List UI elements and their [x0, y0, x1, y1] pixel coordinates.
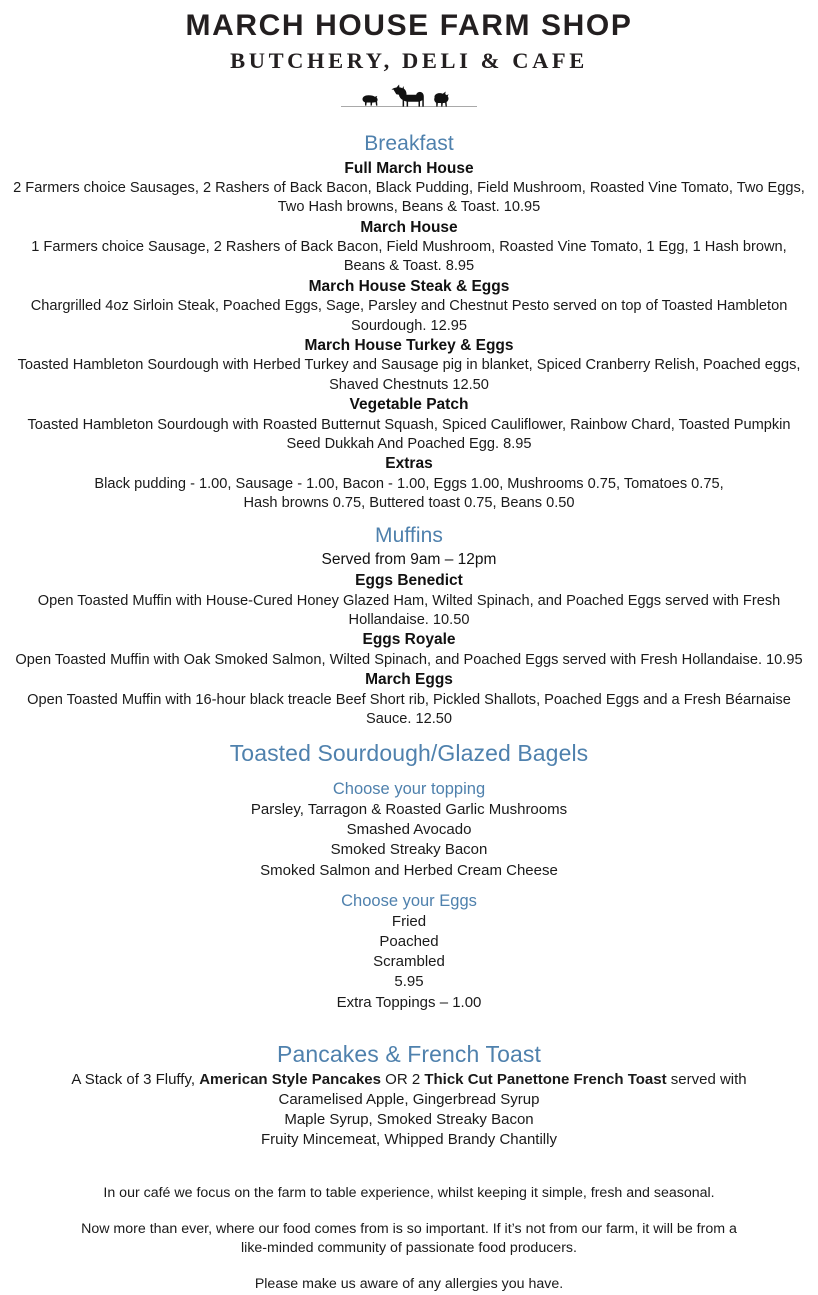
item-name: March House Turkey & Eggs	[304, 336, 514, 354]
footer-notes	[0, 1184, 818, 1295]
pancakes-lead-bold2: Thick Cut Panettone French Toast	[424, 1070, 667, 1088]
brand-tagline: BUTCHERY, DELI & CAFE	[230, 47, 588, 73]
brand-name: MARCH HOUSE FARM SHOP	[185, 9, 633, 42]
section-pancakes	[8, 1039, 810, 1150]
subheading-choose-topping: Choose your topping	[332, 779, 486, 798]
section-title-muffins: Muffins	[374, 524, 443, 548]
section-muffins	[8, 522, 810, 729]
egg-option: Poached	[379, 933, 439, 951]
spacer	[8, 1013, 810, 1039]
section-title-bagels: Toasted Sourdough/Glazed Bagels	[229, 740, 589, 767]
item-desc: Toasted Hambleton Sourdough with Roasted Butternut Squash, Spiced Cauliflower, Rainbow Chard, Toasted Pumpkin Seed Dukkah And Poached Egg. 8.95	[27, 416, 791, 452]
pancakes-lead-part3: served with	[666, 1070, 747, 1088]
spacer	[8, 769, 810, 778]
item-name: March House	[360, 218, 458, 236]
bagel-price: 5.95	[394, 973, 424, 991]
item-desc-extras: Black pudding - 1.00, Sausage - 1.00, Bacon - 1.00, Eggs 1.00, Mushrooms 0.75, Tomatoes 0.75, Hash browns 0.75, Buttered toast 0.75, Beans 0.50	[94, 475, 724, 511]
item-name: Full March House	[344, 159, 474, 177]
egg-option: Scrambled	[373, 953, 445, 971]
topping-option: Parsley, Tarragon & Roasted Garlic Mushrooms	[250, 801, 568, 819]
menu-body	[0, 130, 818, 1150]
item-desc: 2 Farmers choice Sausages, 2 Rashers of Back Bacon, Black Pudding, Field Mushroom, Roasted Vine Tomato, Two Eggs, Two Hash browns, Beans & Toast. 10.95	[13, 180, 805, 216]
item-name: Vegetable Patch	[349, 395, 469, 413]
pancakes-option: Maple Syrup, Smoked Streaky Bacon	[284, 1110, 534, 1128]
pancakes-lead	[8, 1070, 810, 1090]
subheading-choose-eggs: Choose your Eggs	[341, 891, 477, 910]
pancakes-option: Caramelised Apple, Gingerbread Syrup	[278, 1090, 540, 1108]
pig-cow-sheep-icon	[339, 78, 479, 110]
pancakes-lead-part2: OR 2	[380, 1070, 425, 1088]
item-desc: Chargrilled 4oz Sirloin Steak, Poached Eggs, Sage, Parsley and Chestnut Pesto served on top of Toasted Hambleton Sourdough. 12.95	[30, 298, 788, 334]
pancakes-lead-part1: A Stack of 3 Fluffy,	[71, 1070, 200, 1088]
footer-paragraph-ethos: In our café we focus on the farm to table experience, whilst keeping it simple, fresh and seasonal.	[103, 1184, 715, 1201]
spacer	[8, 729, 810, 738]
section-title-breakfast: Breakfast	[364, 132, 454, 156]
footer-paragraph-allergies: Please make us aware of any allergies you have.	[254, 1276, 564, 1293]
footer-paragraph-sourcing: Now more than ever, where our food comes from is so important. If it’s not from our farm, it will be from a like-minded community of passionate food producers.	[81, 1221, 737, 1257]
item-desc: Toasted Hambleton Sourdough with Herbed Turkey and Sausage pig in blanket, Spiced Cranberry Relish, Poached eggs, Shaved Chestnuts 12.50	[17, 357, 801, 393]
item-desc: 1 Farmers choice Sausage, 2 Rashers of Back Bacon, Field Mushroom, Roasted Vine Tomato, 1 Egg, 1 Hash brown, Beans & Toast. 8.95	[31, 239, 787, 275]
section-breakfast	[8, 130, 810, 513]
topping-option: Smoked Streaky Bacon	[330, 841, 488, 859]
muffins-served-time: Served from 9am – 12pm	[321, 551, 497, 569]
topping-option: Smashed Avocado	[346, 821, 472, 839]
pancakes-option: Fruity Mincemeat, Whipped Brandy Chantilly	[261, 1130, 557, 1148]
item-desc: Open Toasted Muffin with House-Cured Honey Glazed Ham, Wilted Spinach, and Poached Eggs served with Fresh Hollandaise. 10.50	[37, 592, 781, 628]
spacer	[8, 881, 810, 890]
section-bagels	[8, 738, 810, 1013]
pancakes-lead-bold1: American Style Pancakes	[199, 1070, 381, 1088]
item-name: March House Steak & Eggs	[308, 277, 510, 295]
topping-option: Smoked Salmon and Herbed Cream Cheese	[260, 861, 558, 879]
item-name-extras: Extras	[385, 455, 433, 473]
item-desc: Open Toasted Muffin with 16-hour black treacle Beef Short rib, Pickled Shallots, Poached Eggs and a Fresh Béarnaise Sauce. 12.50	[27, 691, 791, 727]
item-name: March Eggs	[365, 671, 453, 689]
item-desc: Open Toasted Muffin with Oak Smoked Salmon, Wilted Spinach, and Poached Eggs served with Fresh Hollandaise. 10.95	[15, 651, 803, 668]
extra-toppings-price: Extra Toppings – 1.00	[336, 993, 482, 1011]
item-name: Eggs Benedict	[355, 572, 463, 590]
section-title-pancakes: Pancakes & French Toast	[277, 1040, 541, 1067]
item-name: Eggs Royale	[362, 631, 456, 649]
masthead	[0, 0, 818, 110]
egg-option: Fried	[391, 912, 427, 930]
spacer	[8, 513, 810, 522]
